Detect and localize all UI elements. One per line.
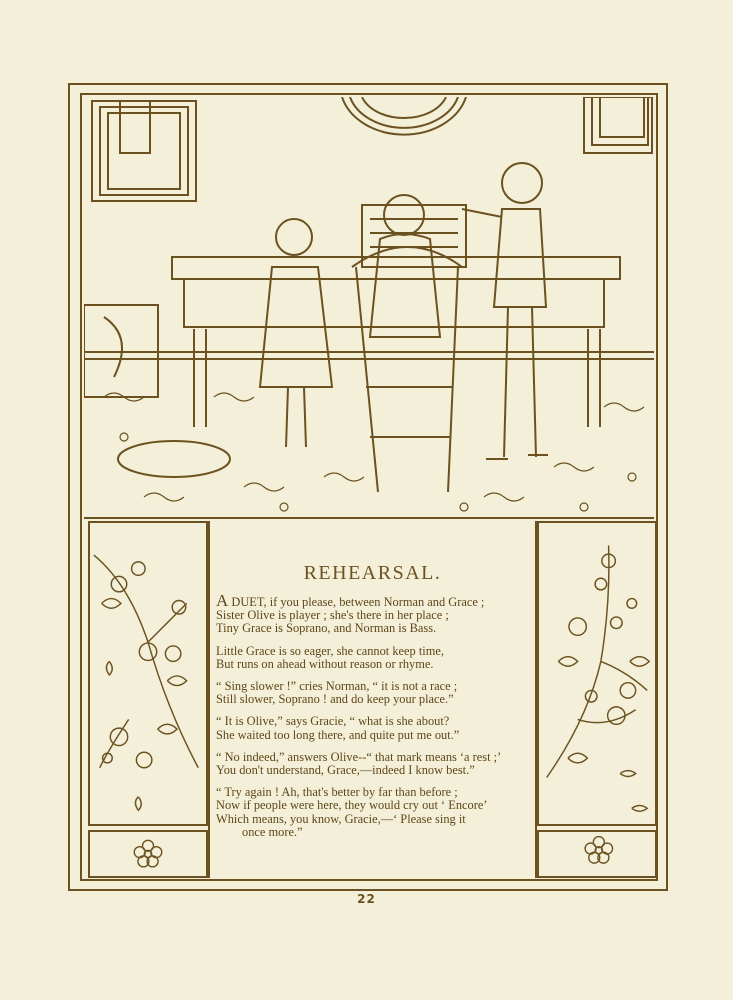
right-flower-panel xyxy=(537,521,657,826)
poem-body xyxy=(216,591,534,848)
left-flower-panel xyxy=(88,521,208,826)
poem-line: Little Grace is so eager, she cannot keep time, xyxy=(216,643,444,658)
left-small-panel xyxy=(88,830,208,878)
stanza xyxy=(216,591,534,636)
blossom-branch-right xyxy=(539,523,655,824)
poem-line: Still slower, Soprano ! and do keep your place.” xyxy=(216,692,454,707)
poem-line: Now if people were here, they would cry out ‘ Encore’ xyxy=(216,798,488,813)
poem-line: She waited too long there, and quite put me out.” xyxy=(216,727,460,742)
poem-line: “ It is Olive,” says Gracie, “ what is she about? xyxy=(216,714,450,729)
blossom-branch-left xyxy=(90,523,206,824)
poem-line: “ Try again ! Ah, that's better by far than before ; xyxy=(216,785,458,800)
poem-line: But runs on ahead without reason or rhyme. xyxy=(216,656,434,671)
poem-line: Tiny Grace is Soprano, and Norman is Bass. xyxy=(216,621,437,636)
stanza xyxy=(216,751,534,777)
flower-icon xyxy=(90,832,206,876)
poem-line: A DUET, if you please, between Norman and Grace ; xyxy=(216,591,485,610)
flower-icon xyxy=(539,832,655,876)
page-number: 22 xyxy=(357,892,376,906)
poem-line: Which means, you know, Gracie,—‘ Please sing it xyxy=(216,811,466,826)
poem-line: “ Sing slower !” cries Norman, “ it is not a race ; xyxy=(216,679,458,694)
children-at-piano-drawing xyxy=(84,97,654,517)
poem-line: Sister Olive is player ; she's there in her place ; xyxy=(216,608,449,623)
poem-line: once more.” xyxy=(242,824,303,839)
stanza xyxy=(216,645,534,671)
poem-line: You don't understand, Grace,—indeed I know best.” xyxy=(216,763,475,778)
drop-capital: A xyxy=(216,591,229,610)
right-small-panel xyxy=(537,830,657,878)
poem-line: “ No indeed,” answers Olive--“ that mark means ‘a rest ;’ xyxy=(216,749,502,764)
stanza xyxy=(216,786,534,839)
poem-title: REHEARSAL. xyxy=(303,562,442,584)
stanza xyxy=(216,680,534,706)
stanza xyxy=(216,715,534,741)
rehearsal-illustration xyxy=(84,97,654,519)
